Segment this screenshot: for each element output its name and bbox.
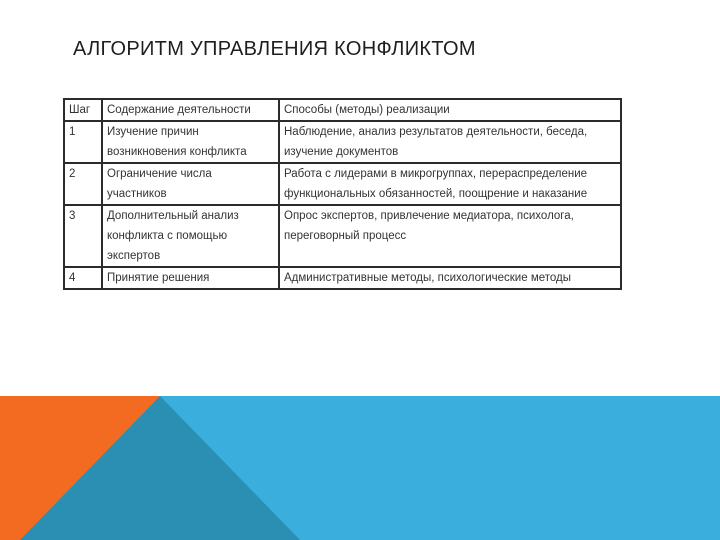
cell-methods: Административные методы, психологические методы — [279, 267, 621, 289]
decorative-footer-shapes — [0, 396, 720, 540]
cell-step: 4 — [64, 267, 102, 289]
header-methods: Способы (методы) реализации — [279, 99, 621, 121]
cell-step: 3 — [64, 205, 102, 267]
table-row — [64, 267, 621, 289]
table-row — [64, 205, 621, 267]
cell-step: 2 — [64, 163, 102, 205]
algorithm-table-container — [63, 98, 620, 290]
table-header-row — [64, 99, 621, 121]
cell-content: Дополнительный анализ конфликта с помощью экспертов — [102, 205, 279, 267]
cell-methods: Опрос экспертов, привлечение медиатора, психолога, переговорный процесс — [279, 205, 621, 267]
cell-methods: Работа с лидерами в микрогруппах, перераспределение функциональных обязанностей, поощрение и наказание — [279, 163, 621, 205]
cell-step: 1 — [64, 121, 102, 163]
header-content: Содержание деятельности — [102, 99, 279, 121]
cell-methods: Наблюдение, анализ результатов деятельности, беседа, изучение документов — [279, 121, 621, 163]
header-step: Шаг — [64, 99, 102, 121]
algorithm-table — [63, 98, 622, 290]
cell-content: Изучение причин возникновения конфликта — [102, 121, 279, 163]
table-row — [64, 163, 621, 205]
cell-content: Принятие решения — [102, 267, 279, 289]
slide-title: АЛГОРИТМ УПРАВЛЕНИЯ КОНФЛИКТОМ — [73, 38, 476, 60]
table-row — [64, 121, 621, 163]
cell-content: Ограничение числа участников — [102, 163, 279, 205]
